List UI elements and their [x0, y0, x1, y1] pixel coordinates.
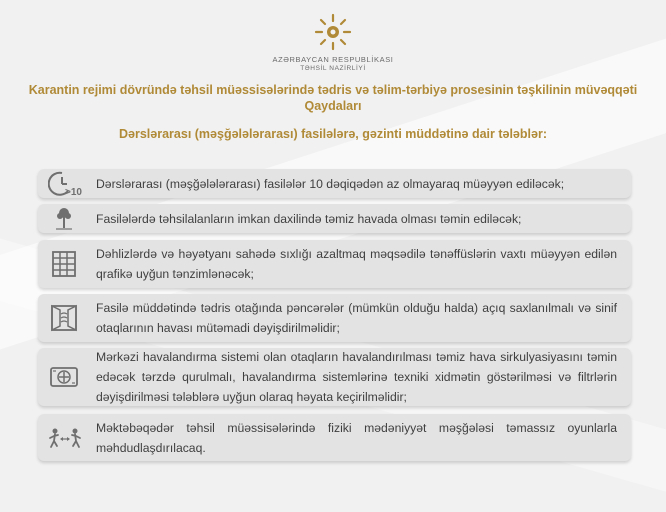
- rule-card: [38, 414, 631, 461]
- org-name: AZƏRBAYCAN RESPUBLİKASI: [272, 55, 394, 64]
- rule-card: [38, 204, 631, 233]
- page-title: Karantin rejimi dövründə təhsil müəssisələrində tədris və təlim-tərbiyə prosesinin təşkilinin müvəqqəti Qaydaları: [28, 83, 638, 113]
- emblem-icon: [313, 12, 353, 52]
- window-icon: [48, 303, 80, 333]
- clock-label: >10: [65, 186, 82, 198]
- ministry-name: TƏHSİL NAZİRLİYİ: [300, 65, 366, 72]
- rule-card: [38, 294, 631, 342]
- rule-card: [38, 348, 631, 406]
- rule-text: Məktəbəqədər təhsil müəssisələrində fiziki mədəniyyət məşğələsi təmassız oyunlarla məhdudlaşdırılacaq.: [96, 420, 617, 455]
- ministry-logo: [0, 12, 666, 72]
- rule-card: [38, 240, 631, 288]
- ventilation-icon: [48, 362, 80, 392]
- tree-icon: [48, 204, 80, 234]
- rule-text: Fasilələrdə təhsilalanların imkan daxilində təmiz havada olması təmin ediləcək;: [96, 211, 522, 226]
- schedule-icon: [48, 249, 80, 279]
- rule-card: [38, 169, 631, 198]
- rule-text: Fasilə müddətində tədris otağında pəncərələr (mümkün olduğu halda) açıq saxlanılmalı və sinif otaqlarının havası mütəmadi dəyişdirilməlidir;: [96, 301, 617, 335]
- distance-icon: [48, 423, 80, 453]
- rule-text: Dəhlizlərdə və həyətyanı sahədə sıxlığı azaltmaq məqsədilə tənəffüslərin vaxtı müəyyən edilən qrafikə uyğun tənzimlənəcək;: [96, 247, 617, 281]
- rule-text: Mərkəzi havalandırma sistemi olan otaqların havalandırılması təmiz hava sirkulyasiyasını təmin edəcək tərzdə qurulmalı, havalandırma sistemlərinə texniki xidmətin göstərilməsi və filtrlərin dəyişdirilməsi tələblərə uyğun olaraq həyata keçirilməlidir;: [96, 350, 617, 404]
- section-subtitle: Dərslərarası (məşğələlərarası) fasilələrə, gəzinti müddətinə dair tələblər:: [119, 127, 547, 141]
- clock-icon: [48, 169, 80, 199]
- rule-text: Dərslərarası (məşğələlərarası) fasilələr 10 dəqiqədən az olmayaraq müəyyən ediləcək;: [96, 176, 565, 191]
